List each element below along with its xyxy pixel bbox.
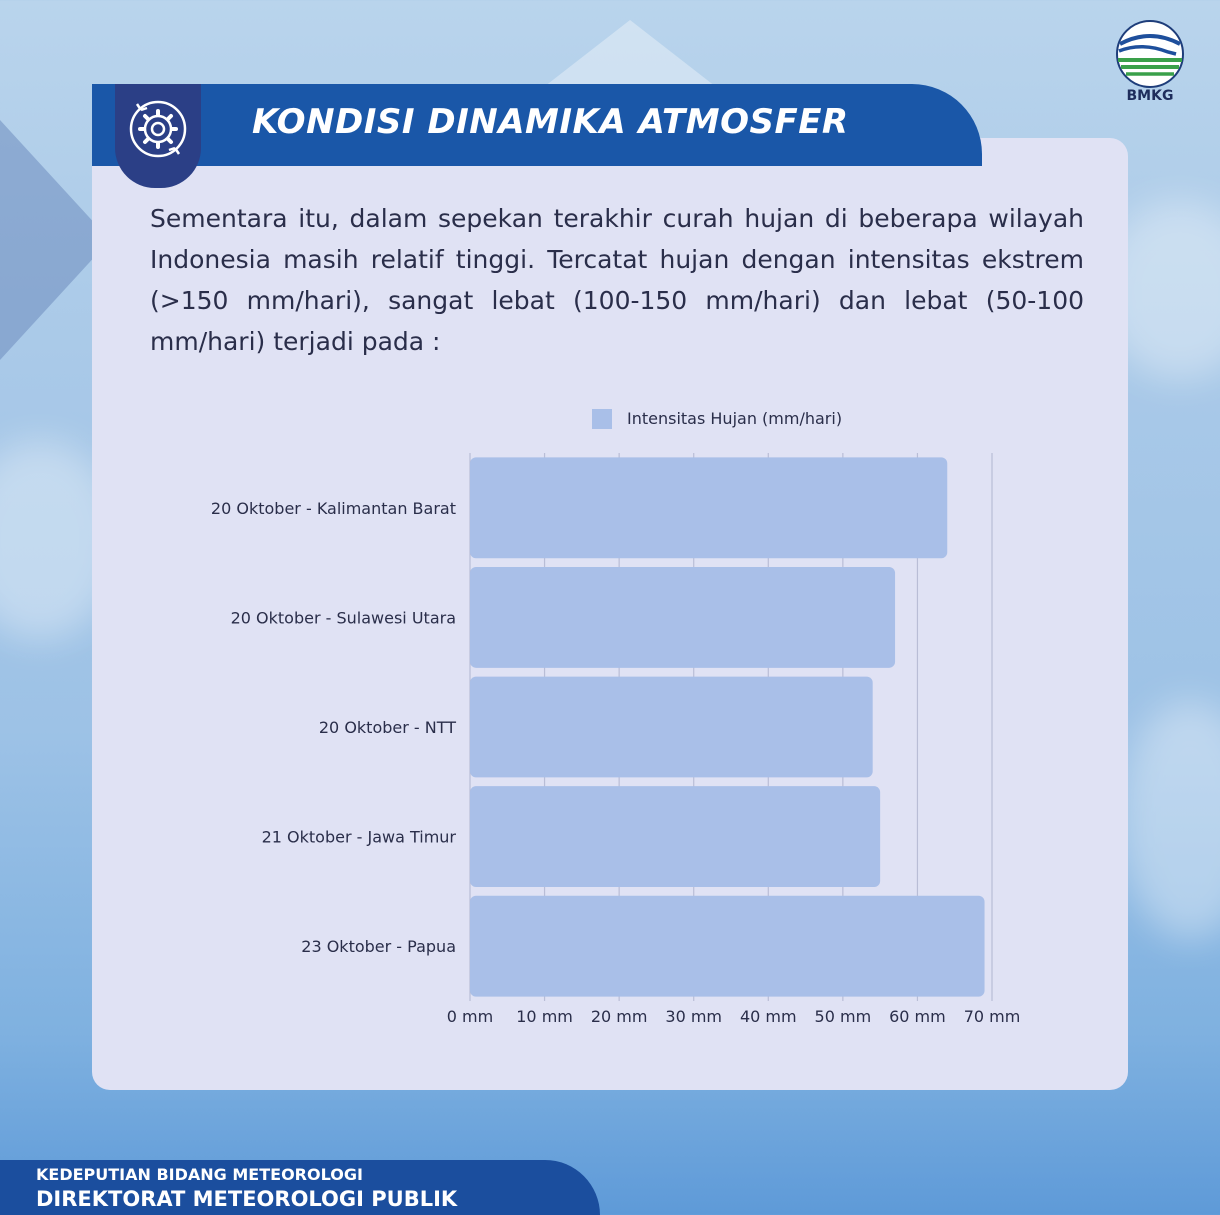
x-tick-label: 60 mm: [889, 1007, 946, 1026]
x-tick-label: 40 mm: [739, 1007, 797, 1026]
header-banner: [92, 84, 982, 166]
bar: [470, 786, 880, 887]
chart-svg: [92, 395, 1128, 1055]
logo-text: BMKG: [1126, 88, 1174, 104]
x-tick-label: 0 mm: [446, 1007, 494, 1026]
x-tick-label: 30 mm: [665, 1007, 723, 1026]
header-icon-tab: [115, 84, 201, 188]
x-tick-label: 20 mm: [590, 1007, 648, 1026]
category-label: 20 Oktober - Kalimantan Barat: [210, 498, 456, 518]
bmkg-logo: [1112, 18, 1188, 108]
bmkg-logo-icon: [1112, 18, 1188, 88]
legend-label: Intensitas Hujan (mm/hari): [627, 409, 843, 428]
footer-line2: DIREKTORAT METEOROLOGI PUBLIK: [36, 1187, 458, 1211]
footer-line1: KEDEPUTIAN BIDANG METEOROLOGI: [36, 1165, 363, 1184]
rain-intensity-chart: [92, 395, 1128, 1055]
bar: [470, 457, 947, 558]
category-label: 21 Oktober - Jawa Timur: [261, 827, 456, 847]
x-tick-label: 10 mm: [516, 1007, 573, 1026]
gear-cycle-icon: [127, 98, 189, 160]
bg-triangle: [540, 20, 720, 90]
category-label: 20 Oktober - NTT: [318, 718, 456, 737]
bar: [470, 896, 985, 997]
legend-swatch: [592, 409, 612, 429]
bar: [470, 567, 895, 668]
bar: [470, 677, 873, 778]
bg-cloud: [1120, 700, 1220, 940]
category-label: 20 Oktober - Sulawesi Utara: [230, 608, 456, 628]
x-tick-label: 70 mm: [963, 1007, 1021, 1026]
intro-paragraph: Sementara itu, dalam sepekan terakhir curah hujan di beberapa wilayah Indonesia masih relatif tinggi. Tercatat hujan dengan intensitas ekstrem (>150 mm/hari), sangat lebat (100-150 mm/hari) dan lebat (50-100 mm/hari) terjadi pada :: [150, 204, 1084, 356]
page-title: KONDISI DINAMIKA ATMOSFER: [252, 102, 849, 142]
x-tick-label: 50 mm: [814, 1007, 872, 1026]
category-label: 23 Oktober - Papua: [301, 937, 456, 957]
